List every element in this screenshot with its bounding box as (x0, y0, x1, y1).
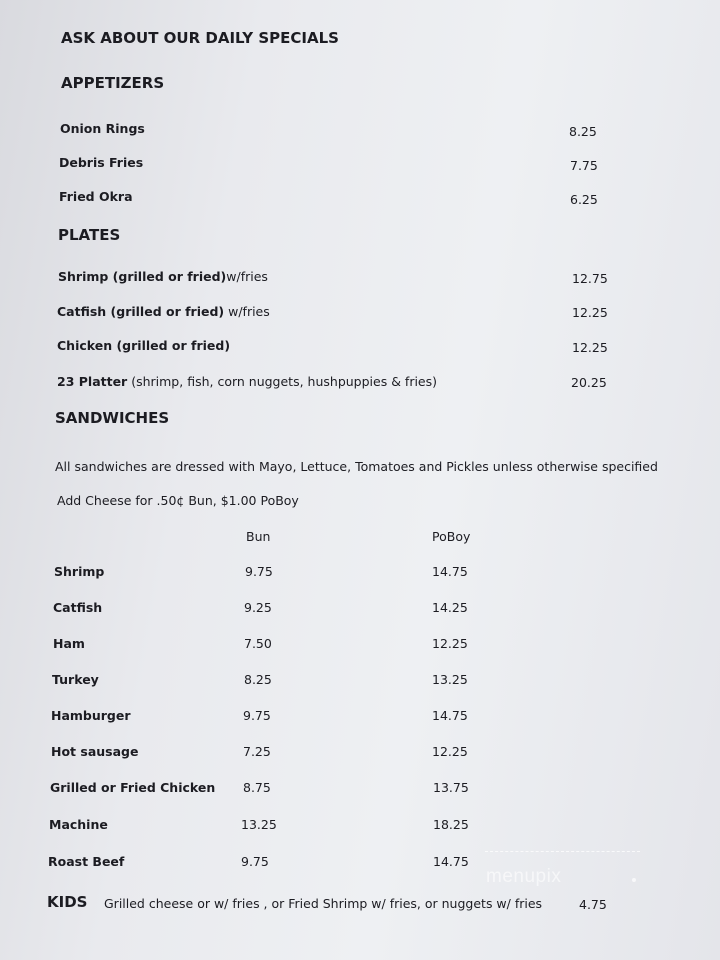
sandwich-name: Hot sausage (51, 744, 139, 759)
sandwich-bun-price: 9.75 (241, 854, 269, 869)
sandwich-bun-price: 9.25 (244, 600, 272, 615)
menupix-watermark: menupix (486, 866, 562, 887)
sandwich-bun-price: 8.25 (244, 672, 272, 687)
sandwich-bun-price: 9.75 (243, 708, 271, 723)
sandwich-name: Roast Beef (48, 854, 125, 869)
sandwich-name: Machine (49, 817, 108, 832)
sandwich-name: Hamburger (51, 708, 131, 723)
plate-desc: w/fries (226, 269, 268, 284)
plate-name: Chicken (grilled or fried) (57, 338, 231, 353)
sandwich-poboy-price: 13.25 (432, 672, 468, 687)
sandwich-note: All sandwiches are dressed with Mayo, Lettuce, Tomatoes and Pickles unless otherwise specified (55, 459, 658, 474)
sandwich-bun-price: 13.25 (241, 817, 277, 832)
sandwich-poboy-price: 14.75 (432, 708, 468, 723)
daily-specials-heading: ASK ABOUT OUR DAILY SPECIALS (61, 29, 339, 47)
sandwich-name: Ham (53, 636, 85, 651)
plate-price: 12.25 (572, 340, 608, 355)
sandwich-bun-price: 9.75 (245, 564, 273, 579)
sandwich-name: Shrimp (54, 564, 105, 579)
sandwich-poboy-price: 12.25 (432, 636, 468, 651)
plate-line (57, 374, 437, 389)
plate-line (57, 338, 230, 353)
appetizer-name: Fried Okra (59, 189, 133, 204)
plate-price: 12.25 (572, 305, 608, 320)
plate-price: 12.75 (572, 271, 608, 286)
plate-desc: w/fries (224, 304, 270, 319)
sandwich-name: Grilled or Fried Chicken (50, 780, 216, 795)
kids-description: Grilled cheese or w/ fries , or Fried Shrimp w/ fries, or nuggets w/ fries (104, 896, 543, 911)
sandwich-poboy-price: 14.75 (433, 854, 469, 869)
appetizer-name: Onion Rings (60, 121, 145, 136)
sandwich-bun-price: 7.25 (243, 744, 271, 759)
sandwich-name: Catfish (53, 600, 103, 615)
sandwiches-heading: SANDWICHES (55, 409, 170, 427)
kids-heading: KIDS (47, 893, 88, 911)
plates-heading: PLATES (58, 226, 121, 244)
kids-price: 4.75 (579, 897, 607, 912)
sandwich-poboy-price: 14.75 (432, 564, 468, 579)
plate-line (57, 304, 270, 319)
plate-name: 23 Platter (57, 374, 128, 389)
sandwich-poboy-price: 13.75 (433, 780, 469, 795)
plate-line (58, 269, 268, 284)
appetizer-price: 7.75 (570, 158, 598, 173)
poboy-column-header: PoBoy (432, 529, 471, 544)
appetizers-heading: APPETIZERS (61, 74, 165, 92)
sandwich-name: Turkey (52, 672, 99, 687)
appetizer-price: 8.25 (569, 124, 597, 139)
plate-name: Shrimp (grilled or fried) (58, 269, 227, 284)
appetizer-name: Debris Fries (59, 155, 144, 170)
appetizer-price: 6.25 (570, 192, 598, 207)
cheese-note: Add Cheese for .50¢ Bun, $1.00 PoBoy (57, 493, 299, 508)
plate-desc: (shrimp, fish, corn nuggets, hushpuppies & fries) (127, 374, 438, 389)
sandwich-poboy-price: 12.25 (432, 744, 468, 759)
sandwich-bun-price: 7.50 (244, 636, 272, 651)
plate-name: Catfish (grilled or fried) (57, 304, 225, 319)
watermark-dot (632, 878, 636, 882)
watermark-dashed-line (485, 851, 640, 852)
sandwich-bun-price: 8.75 (243, 780, 271, 795)
sandwich-poboy-price: 18.25 (433, 817, 469, 832)
plate-price: 20.25 (571, 375, 607, 390)
sandwich-poboy-price: 14.25 (432, 600, 468, 615)
bun-column-header: Bun (246, 529, 271, 544)
